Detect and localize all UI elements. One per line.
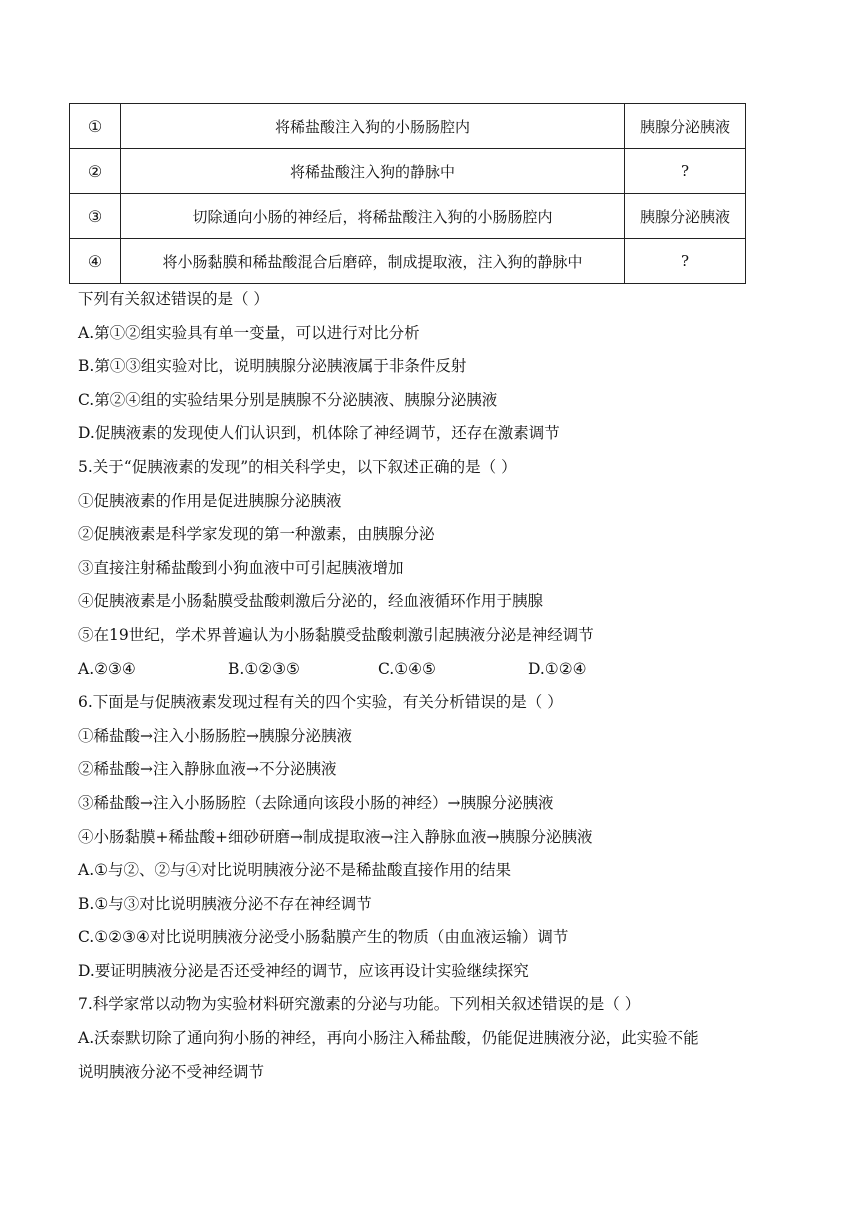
q6-option-b: B.①与③对比说明胰液分泌不存在神经调节 — [78, 894, 372, 913]
q5-item: ③直接注射稀盐酸到小狗血液中可引起胰液增加 — [78, 558, 404, 577]
row-procedure: 切除通向小肠的神经后，将稀盐酸注入狗的小肠肠腔内 — [121, 194, 625, 239]
q4-stem: 下列有关叙述错误的是（ ） — [78, 290, 269, 308]
question-text — [78, 286, 778, 1092]
q5-item: ②促胰液素是科学家发现的第一种激素，由胰腺分泌 — [78, 525, 435, 544]
q5-options — [78, 656, 778, 690]
q6-stem: 6.下面是与促胰液素发现过程有关的四个实验，有关分析错误的是（ ） — [78, 693, 563, 712]
table-row — [70, 149, 746, 194]
q5-option-a: A.②③④ — [78, 659, 136, 678]
row-number: ② — [70, 149, 121, 194]
q5-option-c: C.①④⑤ — [378, 659, 436, 678]
q6-item: ③稀盐酸→注入小肠肠腔（去除通向该段小肠的神经）→胰腺分泌胰液 — [78, 793, 554, 812]
q4-option-d: D.促胰液素的发现使人们认识到，机体除了神经调节，还存在激素调节 — [78, 424, 560, 443]
q5-option-d: D.①②④ — [528, 659, 587, 678]
table-row — [70, 239, 746, 284]
q7-option-a-cont: 说明胰液分泌不受神经调节 — [78, 1062, 265, 1081]
row-procedure: 将稀盐酸注入狗的小肠肠腔内 — [121, 104, 625, 149]
row-procedure: 将小肠黏膜和稀盐酸混合后磨碎，制成提取液，注入狗的静脉中 — [121, 239, 625, 284]
row-number: ③ — [70, 194, 121, 239]
q5-item: ①促胰液素的作用是促进胰腺分泌胰液 — [78, 491, 342, 510]
q5-item: ⑤在19世纪，学术界普遍认为小肠黏膜受盐酸刺激引起胰液分泌是神经调节 — [78, 625, 594, 644]
row-result: ? — [625, 239, 746, 284]
q6-option-d: D.要证明胰液分泌是否还受神经的调节，应该再设计实验继续探究 — [78, 961, 529, 980]
q6-option-a: A.①与②、②与④对比说明胰液分泌不是稀盐酸直接作用的结果 — [78, 861, 512, 880]
row-procedure: 将稀盐酸注入狗的静脉中 — [121, 149, 625, 194]
row-number: ④ — [70, 239, 121, 284]
q7-stem: 7.科学家常以动物为实验材料研究激素的分泌与功能。下列相关叙述错误的是（ ） — [78, 995, 641, 1014]
row-number: ① — [70, 104, 121, 149]
table-row — [70, 104, 746, 149]
experiment-table — [69, 103, 746, 284]
q6-item: ②稀盐酸→注入静脉血液→不分泌胰液 — [78, 760, 337, 779]
q5-stem: 5.关于“促胰液素的发现”的相关科学史，以下叙述正确的是（ ） — [78, 457, 517, 476]
table-row — [70, 194, 746, 239]
q4-option-a: A.第①②组实验具有单一变量，可以进行对比分析 — [78, 323, 420, 342]
q7-option-a: A.沃泰默切除了通向狗小肠的神经，再向小肠注入稀盐酸，仍能促进胰液分泌，此实验不能 — [78, 1029, 699, 1048]
q6-item: ④小肠黏膜+稀盐酸+细砂研磨→制成提取液→注入静脉血液→胰腺分泌胰液 — [78, 827, 593, 846]
q6-option-c: C.①②③④对比说明胰液分泌受小肠黏膜产生的物质（由血液运输）调节 — [78, 928, 569, 947]
row-result: ? — [625, 149, 746, 194]
q4-option-b: B.第①③组实验对比，说明胰腺分泌胰液属于非条件反射 — [78, 357, 467, 376]
row-result: 胰腺分泌胰液 — [625, 104, 746, 149]
q5-item: ④促胰液素是小肠黏膜受盐酸刺激后分泌的，经血液循环作用于胰腺 — [78, 592, 544, 611]
q5-option-b: B.①②③⑤ — [228, 659, 300, 678]
row-result: 胰腺分泌胰液 — [625, 194, 746, 239]
q4-option-c: C.第②④组的实验结果分别是胰腺不分泌胰液、胰腺分泌胰液 — [78, 390, 498, 409]
q6-item: ①稀盐酸→注入小肠肠腔→胰腺分泌胰液 — [78, 726, 352, 745]
